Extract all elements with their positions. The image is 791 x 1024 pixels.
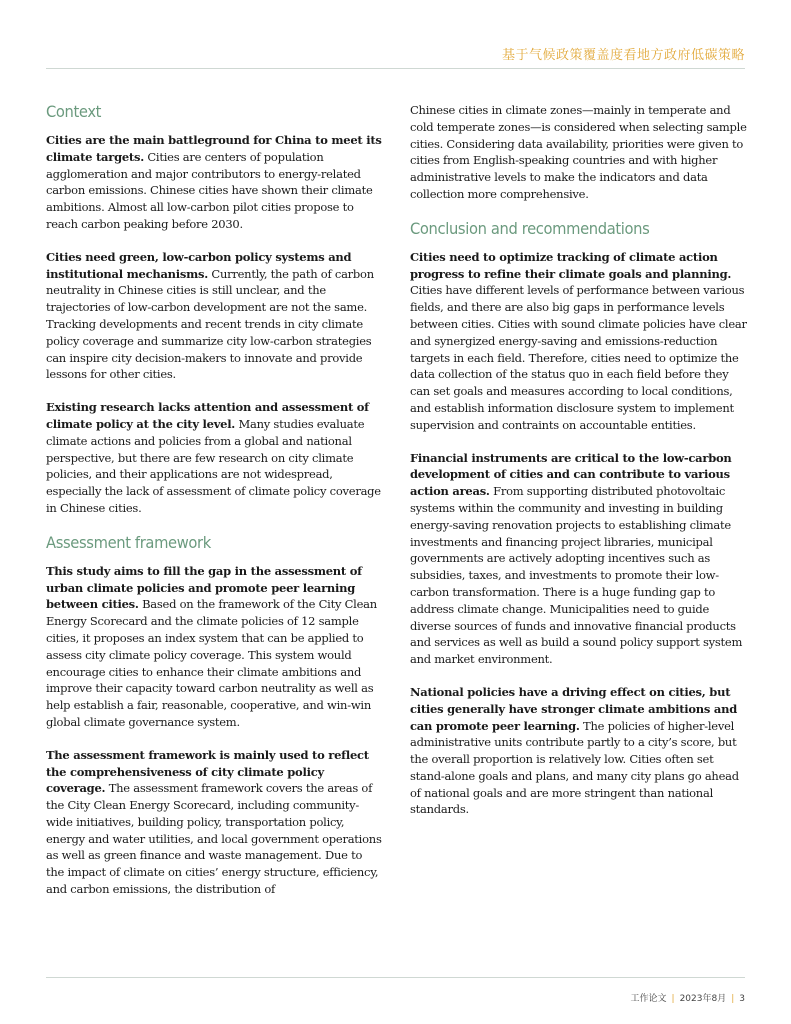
footer-label: 工作论文 [630, 994, 667, 1004]
lead-sentence: This study aims to fill the gap in the assessment of urban climate policies and promote peer learning between cities. [46, 563, 362, 612]
footer-separator: | [731, 994, 735, 1004]
lead-sentence: Existing research lacks attention and assessment of climate policy at the city level. [46, 400, 369, 431]
page-number: 3 [739, 994, 745, 1004]
body-text: Based on the framework of the City Clean Energy Scorecard and the climate policies of 12 sample cities, it proposes an index system that can be applied to assess city climate policy coverage. This system would encourage cities to enhance their climate ambitions and improve their capacity toward carbon neutrality as well as help establish a fair, reasonable, cooperative, and win-win global climate governance system. [46, 597, 377, 729]
context-paragraph-2 [46, 249, 382, 383]
conclusion-heading: Conclusion and recommendations [410, 218, 650, 238]
body-text: Cities have different levels of performance between various fields, and there are also big gaps in performance levels between cities. Cities with sound climate policies have clear and synergized energy-saving and emissions-reduction targets in each field. Therefore, cities need to optimize the data collection of the status quo in each field before they can set goals and measures according to local conditions, and establish information disclosure system to implement supervision and contraints on accountable entities. [410, 283, 747, 432]
lead-sentence: The assessment framework is mainly used to reflect the comprehensiveness of city climate policy coverage. [46, 747, 369, 796]
conclusion-paragraph-1 [410, 249, 747, 434]
context-paragraph-3 [46, 399, 382, 517]
footer-date: 2023年8月 [679, 994, 727, 1004]
right-column [410, 102, 747, 818]
conclusion-paragraph-2 [410, 450, 747, 668]
page-footer [631, 991, 745, 1004]
framework-paragraph-2 [46, 747, 382, 898]
framework-paragraph-1 [46, 563, 382, 731]
lead-sentence: National policies have a driving effect on cities, but cities generally have stronger climate ambitions and can promote peer learning. [410, 684, 737, 733]
body-text: The policies of higher-level administrative units contribute partly to a city’s score, but the overall proportion is relatively low. Cities often set stand-alone goals and plans, and many city plans go ahead of national goals and are more stringent than national standards. [410, 718, 739, 817]
lead-sentence: Cities need to optimize tracking of climate action progress to refine their climate goals and planning. [410, 249, 732, 281]
continued-paragraph: Chinese cities in climate zones—mainly in temperate and cold temperate zones—is considered when selecting sample cities. Considering data availability, priorities were given to cities from English-speaking countries and with higher administrative levels to make the indicators and data collection more comprehensive. [410, 103, 747, 201]
running-header-title: 基于气候政策覆盖度看地方政府低碳策略 [501, 48, 745, 63]
body-text: Currently, the path of carbon neutrality in Chinese cities is still unclear, and the trajectories of low-carbon development are not the same. Tracking developments and recent trends in city climate policy coverage and summarize city low-carbon strategies can inspire city decision-makers to innovate and provide lessons for other cities. [46, 266, 374, 382]
conclusion-paragraph-3 [410, 684, 747, 818]
lead-sentence: Cities need green, low-carbon policy systems and institutional mechanisms. [46, 249, 352, 281]
context-paragraph-1 [46, 132, 382, 233]
context-heading: Context [46, 102, 102, 121]
header-rule [46, 68, 745, 69]
body-text: Cities are centers of population agglomeration and major contributors to energy-related carbon emissions. Chinese cities have shown their climate ambitions. Almost all low-carbon pilot cities propose to reach carbon peaking before 2030. [46, 149, 373, 231]
assessment-framework-heading: Assessment framework [46, 532, 211, 552]
footer-separator: | [671, 994, 675, 1004]
left-column [46, 100, 382, 898]
lead-sentence: Cities are the main battleground for China to meet its climate targets. [46, 133, 382, 164]
lead-sentence: Financial instruments are critical to the low-carbon development of cities and can contribute to various action areas. [410, 450, 732, 499]
footer-rule [46, 977, 745, 978]
body-text: From supporting distributed photovoltaic systems within the community and investing in building energy-saving renovation projects to establishing climate investments and financing project libraries, municipal governments are actively adopting incentives such as subsidies, taxes, and investments to promote their low-carbon transformation. There is a huge funding gap to address climate change. Municipalities need to guide diverse sources of funds and innovative financial products and services as well as build a sound policy support system and market environment. [410, 484, 743, 667]
body-text: The assessment framework covers the areas of the City Clean Energy Scorecard, including community-wide initiatives, building policy, transportation policy, energy and water utilities, and local government operations as well as green finance and waste management. Due to the impact of climate on cities’ energy structure, efficiency, and carbon emissions, the distribution of [46, 781, 382, 897]
body-text: Many studies evaluate climate actions and policies from a global and national perspective, but there are few research on city climate policies, and their applications are not widespread, especially the lack of assessment of climate policy coverage in Chinese cities. [46, 416, 381, 515]
